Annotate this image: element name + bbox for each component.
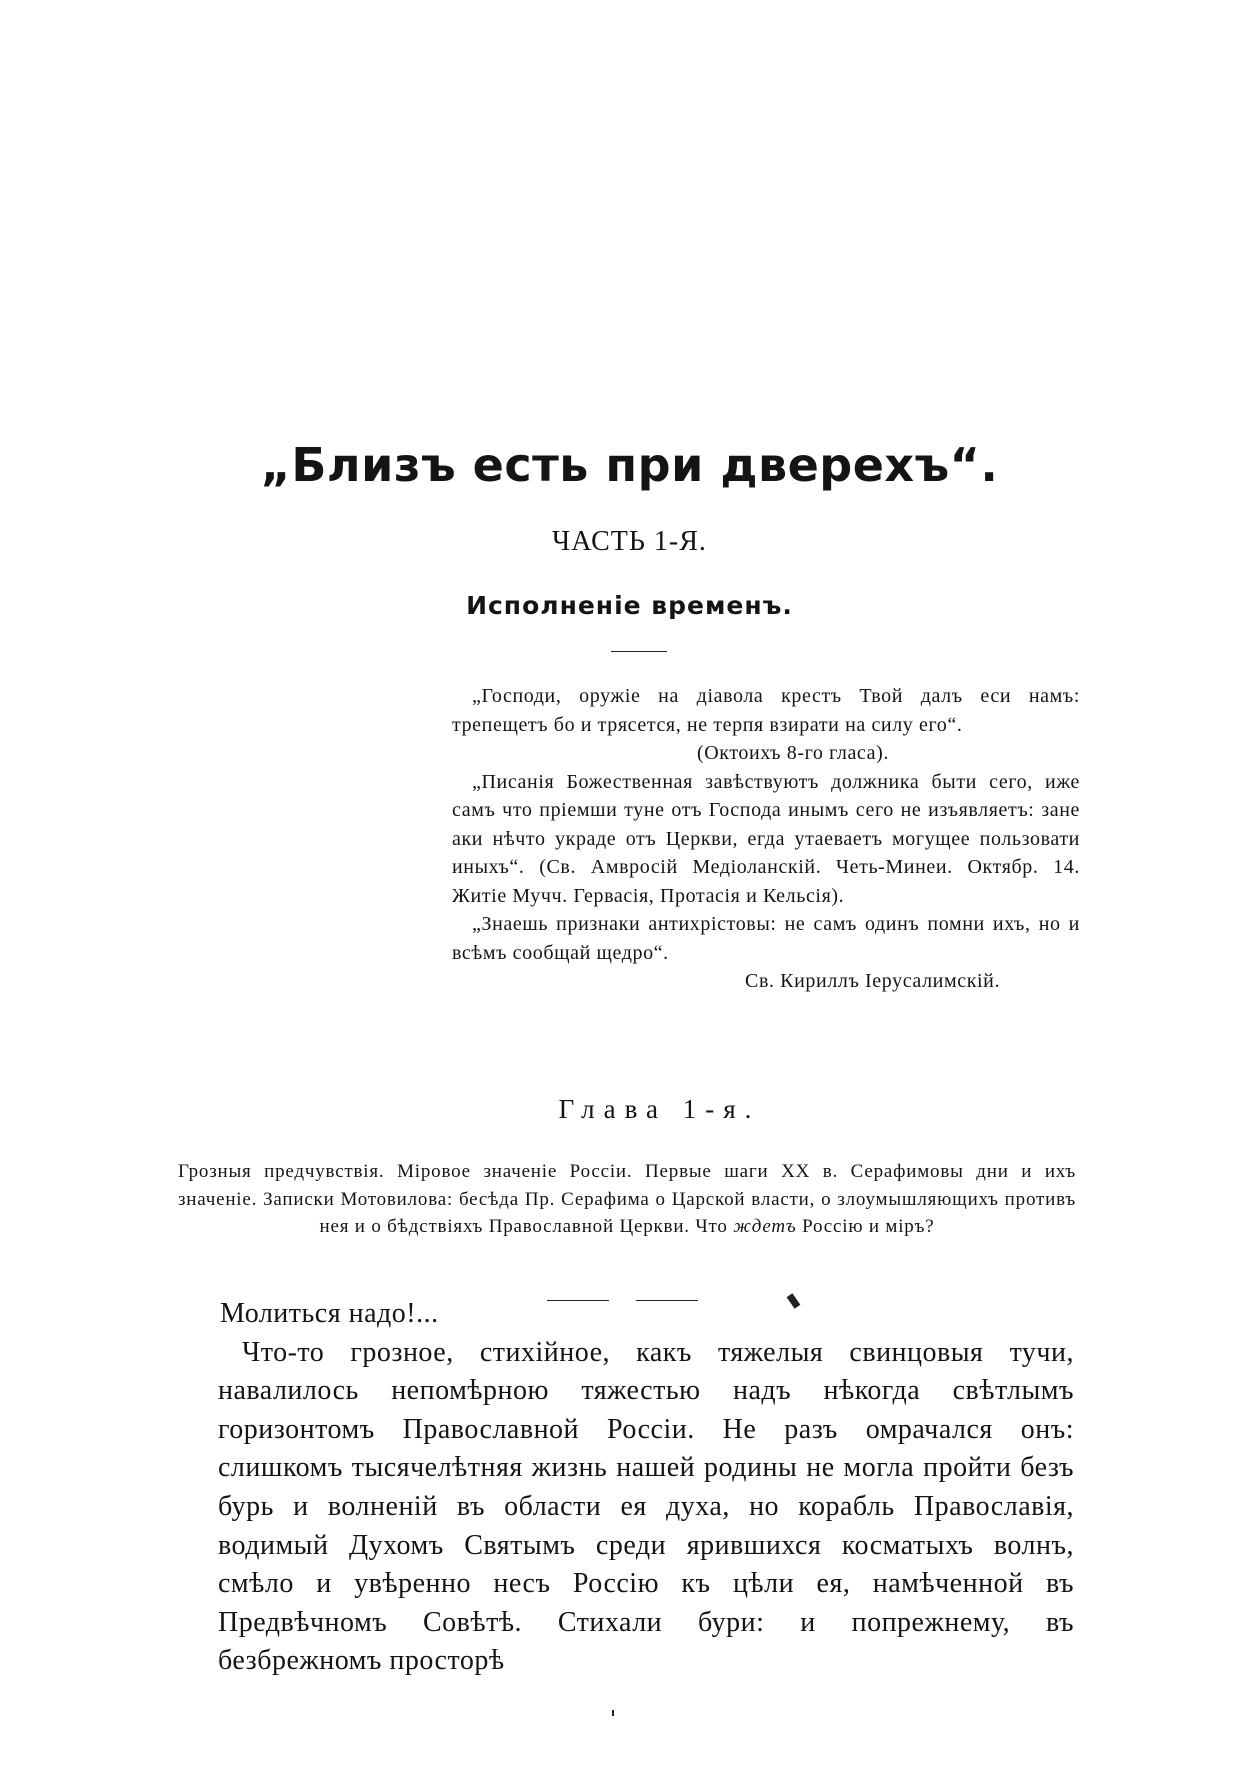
chapter-summary-emphasis: ждетъ (733, 1216, 797, 1237)
epigraphs-block (452, 682, 1080, 996)
chapter-summary (178, 1158, 1076, 1241)
epigraph-2-text: „Писанія Божественная завѣствуютъ должника быти сего, иже самъ что пріемши туне отъ Господа инымъ сего не изъявляетъ: зане аки нѣчто украде отъ Церкви, егда утаеваетъ могущее пользовати иныхъ“. (Св. Амвросій Медіоланскій. Четь-Минеи. Октябр. 14. Житіе Мучч. Гервасія, Протасія и Кельсія). (452, 770, 1080, 907)
print-mark-bottom (612, 1710, 614, 1716)
body-text (218, 1295, 1074, 1681)
chapter-summary-tail: Россію и міръ? (802, 1216, 935, 1237)
epigraph-1-text: „Господи, оружіе на діавола крестъ Твой далъ еси намъ: трепещетъ бо и трясется, не терпя взирати на силу его“. (452, 685, 1080, 736)
section-title: Исполненіе временъ. (466, 591, 793, 620)
divider-rule-top (611, 651, 667, 652)
chapter-summary-text: Грозныя предчувствія. Міровое значеніе Россіи. Первые шаги XX в. Серафимовы дни и ихъ значеніе. Записки Мотовилова: бесѣда Пр. Серафима о Царской власти, о злоумышляющихъ противъ нея и о бѣдствіяхъ Православной Церкви. Что (178, 1161, 1076, 1237)
part-heading: ЧАСТЬ 1-Я. (552, 526, 707, 557)
epigraph-3-source: Св. Кириллъ Іерусалимскій. (745, 970, 1001, 992)
book-title: „Близъ есть при дверехъ“. (260, 438, 999, 492)
body-paragraph: Что-то грозное, стихійное, какъ тяжелыя свинцовыя тучи, навалилось непомѣрною тяжестью надъ нѣкогда свѣтлымъ горизонтомъ Православной Россіи. Не разъ омрачался онъ: слишкомъ тысячелѣтняя жизнь нашей родины не могла пройти безъ бурь и волненій въ области ея духа, но корабль Православія, водимый Духомъ Святымъ среди ярившихся косматыхъ волнъ, смѣло и увѣренно несъ Россію къ цѣли ея, намѣченной въ Предвѣчномъ Совѣтѣ. Стихали бури: и попрежнему, въ безбрежномъ просторѣ (218, 1336, 1074, 1677)
epigraph-1-source: (Октоихъ 8-го гласа). (697, 742, 889, 764)
epigraph-3-text: „Знаешь признаки антихрістовы: не самъ одинъ помни ихъ, но и всѣмъ сообщай щедро“. (452, 913, 1080, 964)
opening-line: Молиться надо!... (220, 1298, 439, 1329)
chapter-heading: Глава 1-я. (558, 1094, 761, 1124)
